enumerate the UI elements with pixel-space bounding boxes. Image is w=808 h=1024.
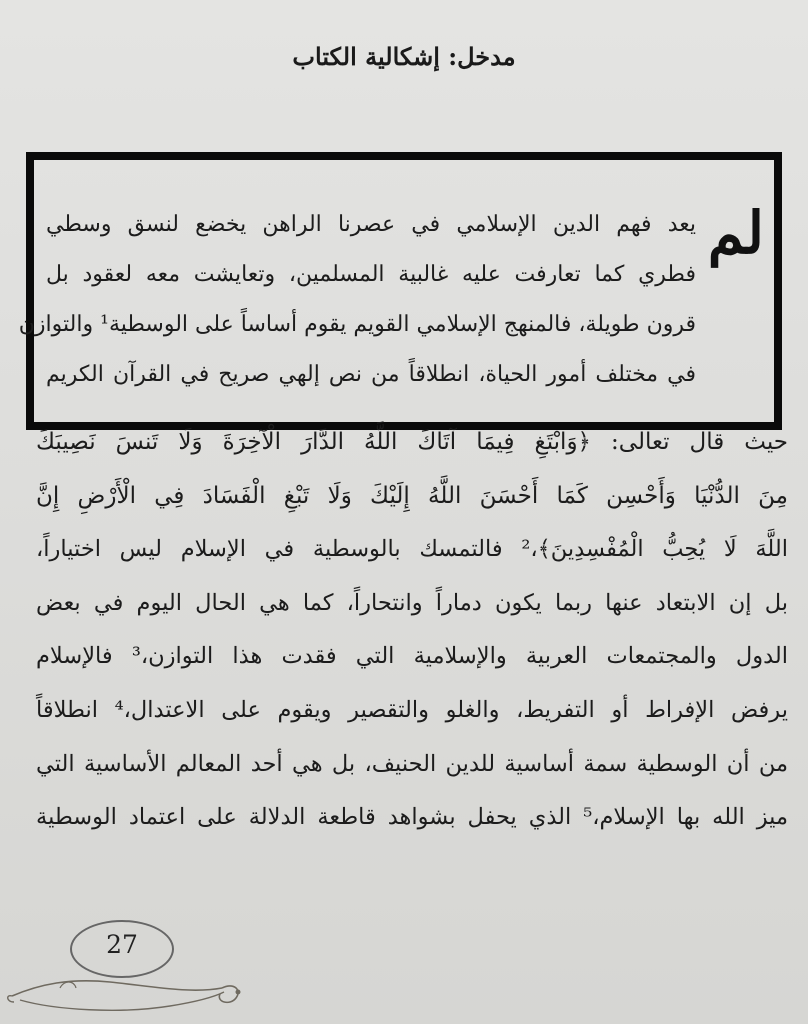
boxed-line: قرون طويلة، فالمنهج الإسلامي القويم يقوم أساساً على الوسطية¹ والتوازن [18, 312, 696, 337]
body-line: حيث قال تعالى: ﴿وَابْتَغِ فِيمَا آتَاكَ اللَّهُ الدَّارَ الْآخِرَةَ وَلَا تَنسَ نَصِيبَكَ [36, 429, 788, 455]
boxed-line: يعد فهم الدين الإسلامي في عصرنا الراهن يخضع لنسق وسطي [46, 212, 696, 237]
boxed-paragraph [18, 200, 696, 400]
page-number: 27 [106, 930, 138, 959]
body-line: بل إن الابتعاد عنها ربما يكون دماراً وانتحاراً، كما هي الحال اليوم في بعض [36, 589, 788, 616]
highlight-box [18, 152, 782, 430]
body-paragraph [36, 416, 788, 845]
show-through-text [30, 0, 788, 150]
boxed-line: في مختلف أمور الحياة، انطلاقاً من نص إلهي صريح في القرآن الكريم [46, 362, 696, 387]
boxed-line: فطري كما تعارفت عليه غالبية المسلمين، وتعايشت معه لعقود بل [46, 262, 696, 287]
body-line: ميز الله بها الإسلام،⁵ الذي يحفل بشواهد قاطعة الدلالة على اعتماد الوسطية [36, 804, 789, 831]
page-footer [0, 908, 260, 1008]
body-line: يرفض الإفراط أو التفريط، والغلو والتقصير ويقوم على الاعتدال،⁴ انطلاقاً [36, 696, 788, 723]
body-line: اللَّهَ لَا يُحِبُّ الْمُفْسِدِينَ﴾،² فالتمسك بالوسطية في الإسلام ليس اختياراً، [36, 536, 788, 563]
body-line: من أن الوسطية سمة أساسية للدين الحنيف، بل هي أحد المعالم الأساسية التي [36, 750, 788, 777]
chapter-header: مدخل: إشكالية الكتاب [292, 42, 516, 71]
body-line: مِنَ الدُّنْيَا وَأَحْسِن كَمَا أَحْسَنَ اللَّهُ إِلَيْكَ وَلَا تَبْغِ الْفَسَادَ فِي الْأَرْضِ إِنَّ [36, 482, 788, 509]
body-line: الدول والمجتمعات العربية والإسلامية التي فقدت هذا التوازن،³ فالإسلام [36, 643, 788, 670]
drop-cap: لم [707, 199, 764, 267]
